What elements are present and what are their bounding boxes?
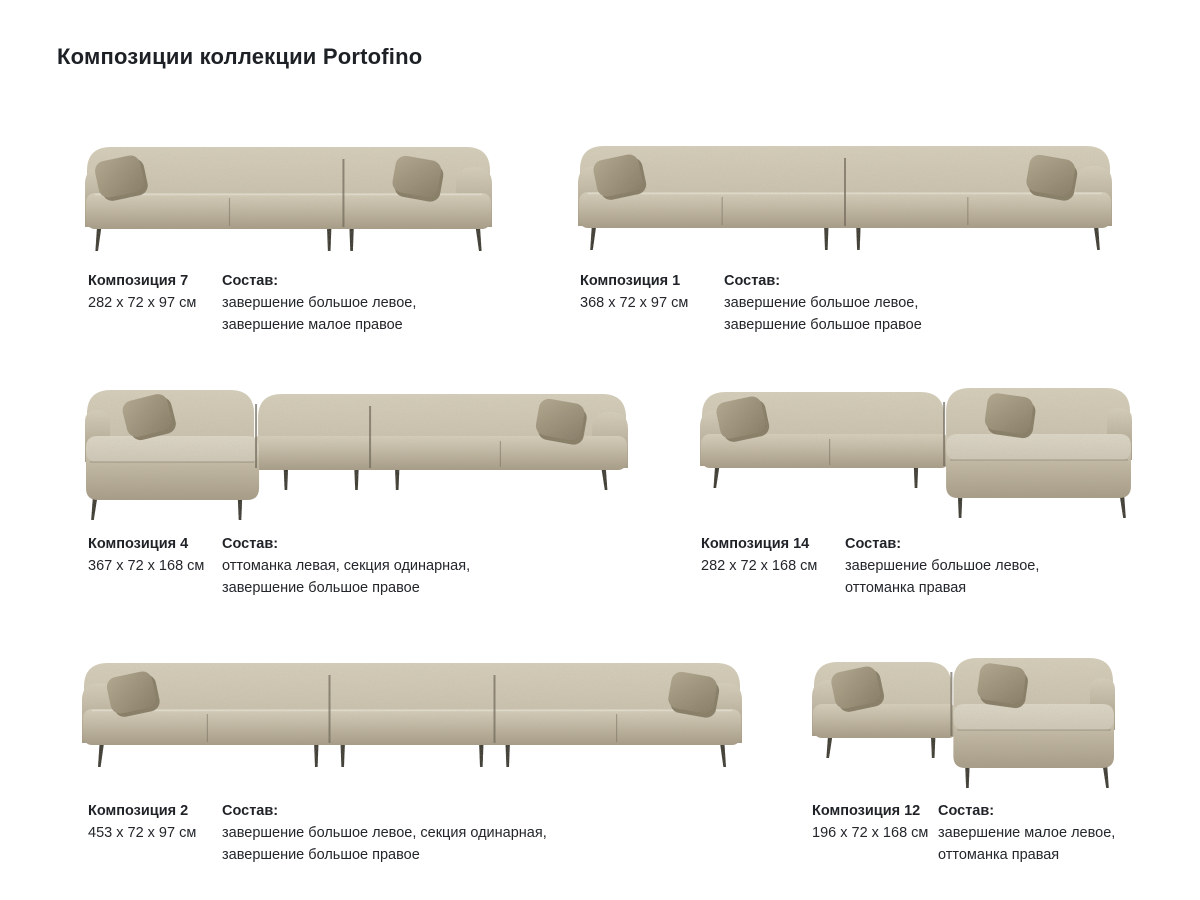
composition-modules xyxy=(222,822,547,866)
module-line: завершение большое правое xyxy=(222,847,420,863)
composition-label: Состав: xyxy=(845,536,902,552)
composition-dimensions: 453 x 72 x 97 см xyxy=(88,825,197,841)
composition-title: Композиция 1 xyxy=(580,273,681,289)
sofa-image-composition-12 xyxy=(812,654,1115,792)
composition-description xyxy=(724,270,922,336)
module-line: завершение большое правое xyxy=(222,580,420,596)
composition-modules xyxy=(724,292,922,336)
composition-title: Композиция 12 xyxy=(812,803,921,819)
composition-meta xyxy=(580,270,688,314)
composition-title: Композиция 14 xyxy=(701,536,810,552)
composition-title: Композиция 7 xyxy=(88,273,189,289)
sofa-image-composition-1 xyxy=(578,140,1112,254)
composition-title: Композиция 4 xyxy=(88,536,189,552)
composition-dimensions: 282 x 72 x 168 см xyxy=(701,558,818,574)
sofa-image-composition-14 xyxy=(700,384,1132,522)
composition-dimensions: 282 x 72 x 97 см xyxy=(88,295,197,311)
composition-description xyxy=(222,800,547,866)
composition-dimensions: 196 x 72 x 168 см xyxy=(812,825,929,841)
composition-label: Состав: xyxy=(222,536,279,552)
composition-label: Состав: xyxy=(222,803,279,819)
composition-meta xyxy=(88,800,196,844)
composition-modules xyxy=(845,555,1039,599)
composition-meta xyxy=(88,533,204,577)
module-line: завершение большое правое xyxy=(724,317,922,333)
composition-description xyxy=(222,533,470,599)
composition-meta xyxy=(701,533,817,577)
sofa-image-composition-2 xyxy=(82,657,742,771)
composition-modules xyxy=(938,822,1115,866)
sofa-image-composition-7 xyxy=(85,141,492,255)
composition-label: Состав: xyxy=(938,803,995,819)
composition-dimensions: 367 x 72 x 168 см xyxy=(88,558,205,574)
sofa-image-composition-4 xyxy=(85,386,628,524)
composition-label: Состав: xyxy=(724,273,781,289)
module-line: оттоманка правая xyxy=(938,847,1060,863)
composition-description xyxy=(938,800,1115,866)
composition-modules xyxy=(222,292,416,336)
composition-meta xyxy=(812,800,928,844)
composition-dimensions: 368 x 72 x 97 см xyxy=(580,295,689,311)
composition-description xyxy=(222,270,416,336)
composition-meta xyxy=(88,270,196,314)
module-line: завершение большое левое, xyxy=(845,558,1040,574)
composition-description xyxy=(845,533,1039,599)
module-line: завершение малое правое xyxy=(222,317,403,333)
module-line: оттоманка правая xyxy=(845,580,967,596)
module-line: завершение большое левое, секция одинарная, xyxy=(222,825,547,841)
composition-title: Композиция 2 xyxy=(88,803,189,819)
composition-label: Состав: xyxy=(222,273,279,289)
module-line: завершение малое левое, xyxy=(938,825,1116,841)
module-line: оттоманка левая, секция одинарная, xyxy=(222,558,471,574)
composition-modules xyxy=(222,555,470,599)
module-line: завершение большое левое, xyxy=(724,295,919,311)
module-line: завершение большое левое, xyxy=(222,295,417,311)
page-title: Композиции коллекции Portofino xyxy=(57,44,423,69)
